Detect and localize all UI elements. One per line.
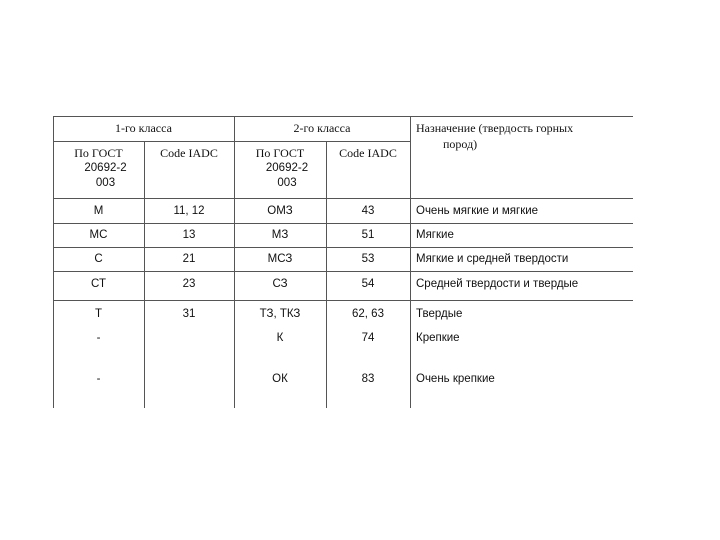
row6-gost1: - xyxy=(96,332,101,344)
row7-gost1: - xyxy=(96,373,101,385)
rule-header-bottom xyxy=(53,198,633,199)
row1-gost2: ОМЗ xyxy=(267,205,293,217)
header-gost-col1-label: По ГОСТ xyxy=(74,146,123,160)
header-class2: 2-го класса xyxy=(293,121,351,135)
row3-iadc1: 21 xyxy=(182,253,196,265)
row3-iadc2: 53 xyxy=(361,253,375,265)
row5-iadc1: 31 xyxy=(182,308,196,320)
row2-iadc1: 13 xyxy=(182,229,196,241)
header-gost-col1 xyxy=(53,146,144,191)
rule-header-split xyxy=(53,141,410,142)
row7-gost2: ОК xyxy=(272,373,288,385)
row3-gost1: С xyxy=(94,253,103,265)
row4-gost2: СЗ xyxy=(272,278,288,290)
header-purpose-line2: пород) xyxy=(443,137,478,151)
header-class1: 1-го класса xyxy=(115,121,172,135)
header-iadc-col1: Code IADC xyxy=(160,146,218,160)
header-gost-col2 xyxy=(234,146,326,191)
vrule-purpose xyxy=(410,116,411,408)
header-purpose: Назначение (твердость горных xyxy=(416,121,574,135)
header-gost-col1-num: 20692-2 xyxy=(84,162,127,174)
row6-gost2: К xyxy=(276,332,284,344)
row5-gost1: Т xyxy=(94,308,103,320)
rule-row-4 xyxy=(53,300,633,301)
row7-iadc2: 83 xyxy=(361,373,375,385)
row2-purpose: Мягкие xyxy=(416,229,454,241)
vrule-col1 xyxy=(144,141,145,408)
header-gost-col2-num: 20692-2 xyxy=(265,162,309,174)
row2-gost2: МЗ xyxy=(271,229,289,241)
row4-purpose: Средней твердости и твердые xyxy=(416,278,579,290)
row4-iadc1: 23 xyxy=(182,278,196,290)
row4-gost1: СТ xyxy=(91,278,106,290)
rule-row-1 xyxy=(53,223,633,224)
row5-gost2: ТЗ, ТКЗ xyxy=(259,308,301,320)
row1-iadc2: 43 xyxy=(361,205,375,217)
rule-row-2 xyxy=(53,247,633,248)
rule-top xyxy=(53,116,633,117)
row4-iadc2: 54 xyxy=(361,278,375,290)
row3-gost2: МСЗ xyxy=(267,253,293,265)
row7-purpose: Очень крепкие xyxy=(416,373,495,385)
row1-purpose: Очень мягкие и мягкие xyxy=(416,205,539,217)
row2-gost1: МС xyxy=(89,229,108,241)
header-gost-col1-num2: 003 xyxy=(95,177,116,189)
row6-iadc2: 74 xyxy=(361,332,375,344)
row3-purpose: Мягкие и средней твердости xyxy=(416,253,569,265)
header-iadc-col2: Code IADC xyxy=(339,146,397,160)
header-gost-col2-label: По ГОСТ xyxy=(255,146,305,160)
row5-iadc2: 62, 63 xyxy=(352,308,384,320)
row1-gost1: М xyxy=(93,205,104,217)
row5-purpose: Твердые xyxy=(416,308,463,320)
header-gost-col2-num2: 003 xyxy=(277,177,297,189)
rule-row-3 xyxy=(53,271,633,272)
row1-iadc1: 11, 12 xyxy=(173,205,205,217)
vrule-col3 xyxy=(326,141,327,408)
row2-iadc2: 51 xyxy=(361,229,375,241)
row6-purpose: Крепкие xyxy=(416,332,460,344)
